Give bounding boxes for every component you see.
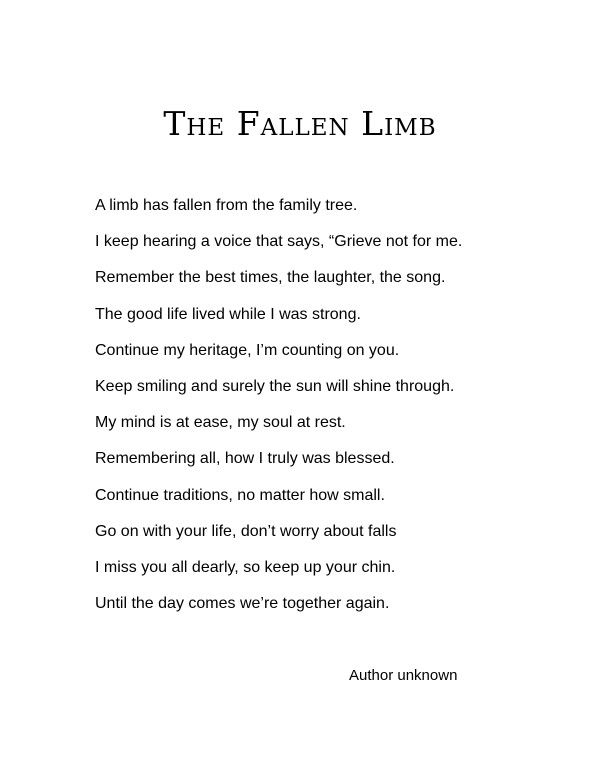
poem-line: My mind is at ease, my soul at rest.: [95, 414, 346, 432]
poem-line: Until the day comes we’re together again.: [95, 595, 390, 613]
poem-line: The good life lived while I was strong.: [95, 305, 361, 323]
poem-line: Remembering all, how I truly was blessed.: [95, 450, 395, 468]
poem-line: I miss you all dearly, so keep up your chin.: [95, 558, 396, 576]
poem-line: Remember the best times, the laughter, the song.: [95, 269, 446, 287]
poem-line: Continue my heritage, I’m counting on you.: [95, 341, 400, 359]
poem-title: The Fallen Limb: [163, 104, 437, 143]
poem-line: I keep hearing a voice that says, “Grieve not for me.: [95, 233, 463, 251]
poem-body: [95, 194, 565, 628]
poem-line: Continue traditions, no matter how small.: [95, 486, 385, 504]
author-attribution: Author unknown: [349, 667, 458, 684]
poem-line: A limb has fallen from the family tree.: [95, 197, 358, 214]
poem-line: Go on with your life, don’t worry about falls: [95, 522, 397, 540]
poem-line: Keep smiling and surely the sun will shine through.: [95, 377, 455, 395]
